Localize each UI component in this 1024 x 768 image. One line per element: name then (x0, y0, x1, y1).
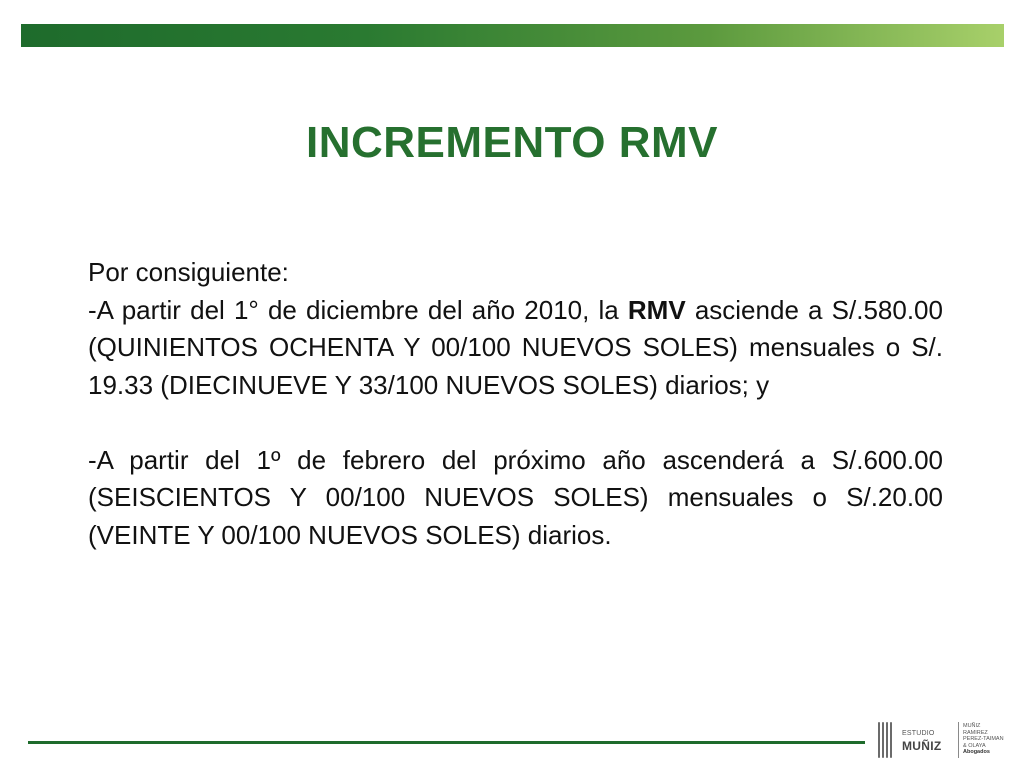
logo-divider (958, 722, 959, 758)
logo-estudio-text: ESTUDIO (902, 730, 935, 737)
paragraph-december-end: asciende a S/.580.00 (QUINIENTOS OCHENTA Y 00/100 NUEVOS SOLES) mensuales o S/. 19.33 (DIECINUEVE Y 33/100 NUEVOS SOLES) diarios; y (88, 294, 943, 400)
paragraph-spacer (88, 404, 943, 442)
logo-partners (963, 723, 1004, 756)
slide-body (88, 254, 943, 554)
logo-bars-icon (878, 722, 896, 758)
logo-partner: PEREZ-TAIMAN (963, 736, 1004, 743)
logo-abogados: Abogados (963, 749, 990, 756)
intro-text: Por consiguiente: (88, 257, 289, 287)
rmv-bold: RMV (627, 294, 686, 325)
logo-name: MUÑIZ (902, 739, 942, 753)
bottom-rule (28, 741, 865, 744)
logo-partner: MUÑIZ (963, 723, 981, 729)
paragraph-february: -A partir del 1º de febrero del próximo año ascenderá a S/.600.00 (SEISCIENTOS Y 00/100 NUEVOS SOLES) mensuales o S/.20.00 (VEINTE Y 00/100 NUEVOS SOLES) diarios. (88, 444, 943, 550)
logo-partner: & OLAYA (963, 742, 986, 749)
top-gradient-bar (21, 24, 1004, 47)
logo-partner: RAMIREZ (963, 729, 988, 736)
slide-title: INCREMENTO RMV (306, 118, 718, 167)
firm-logo (878, 718, 1008, 762)
paragraph-december-start: -A partir del 1° de diciembre del año 2010, la (88, 294, 628, 325)
paragraph-december (88, 292, 943, 405)
